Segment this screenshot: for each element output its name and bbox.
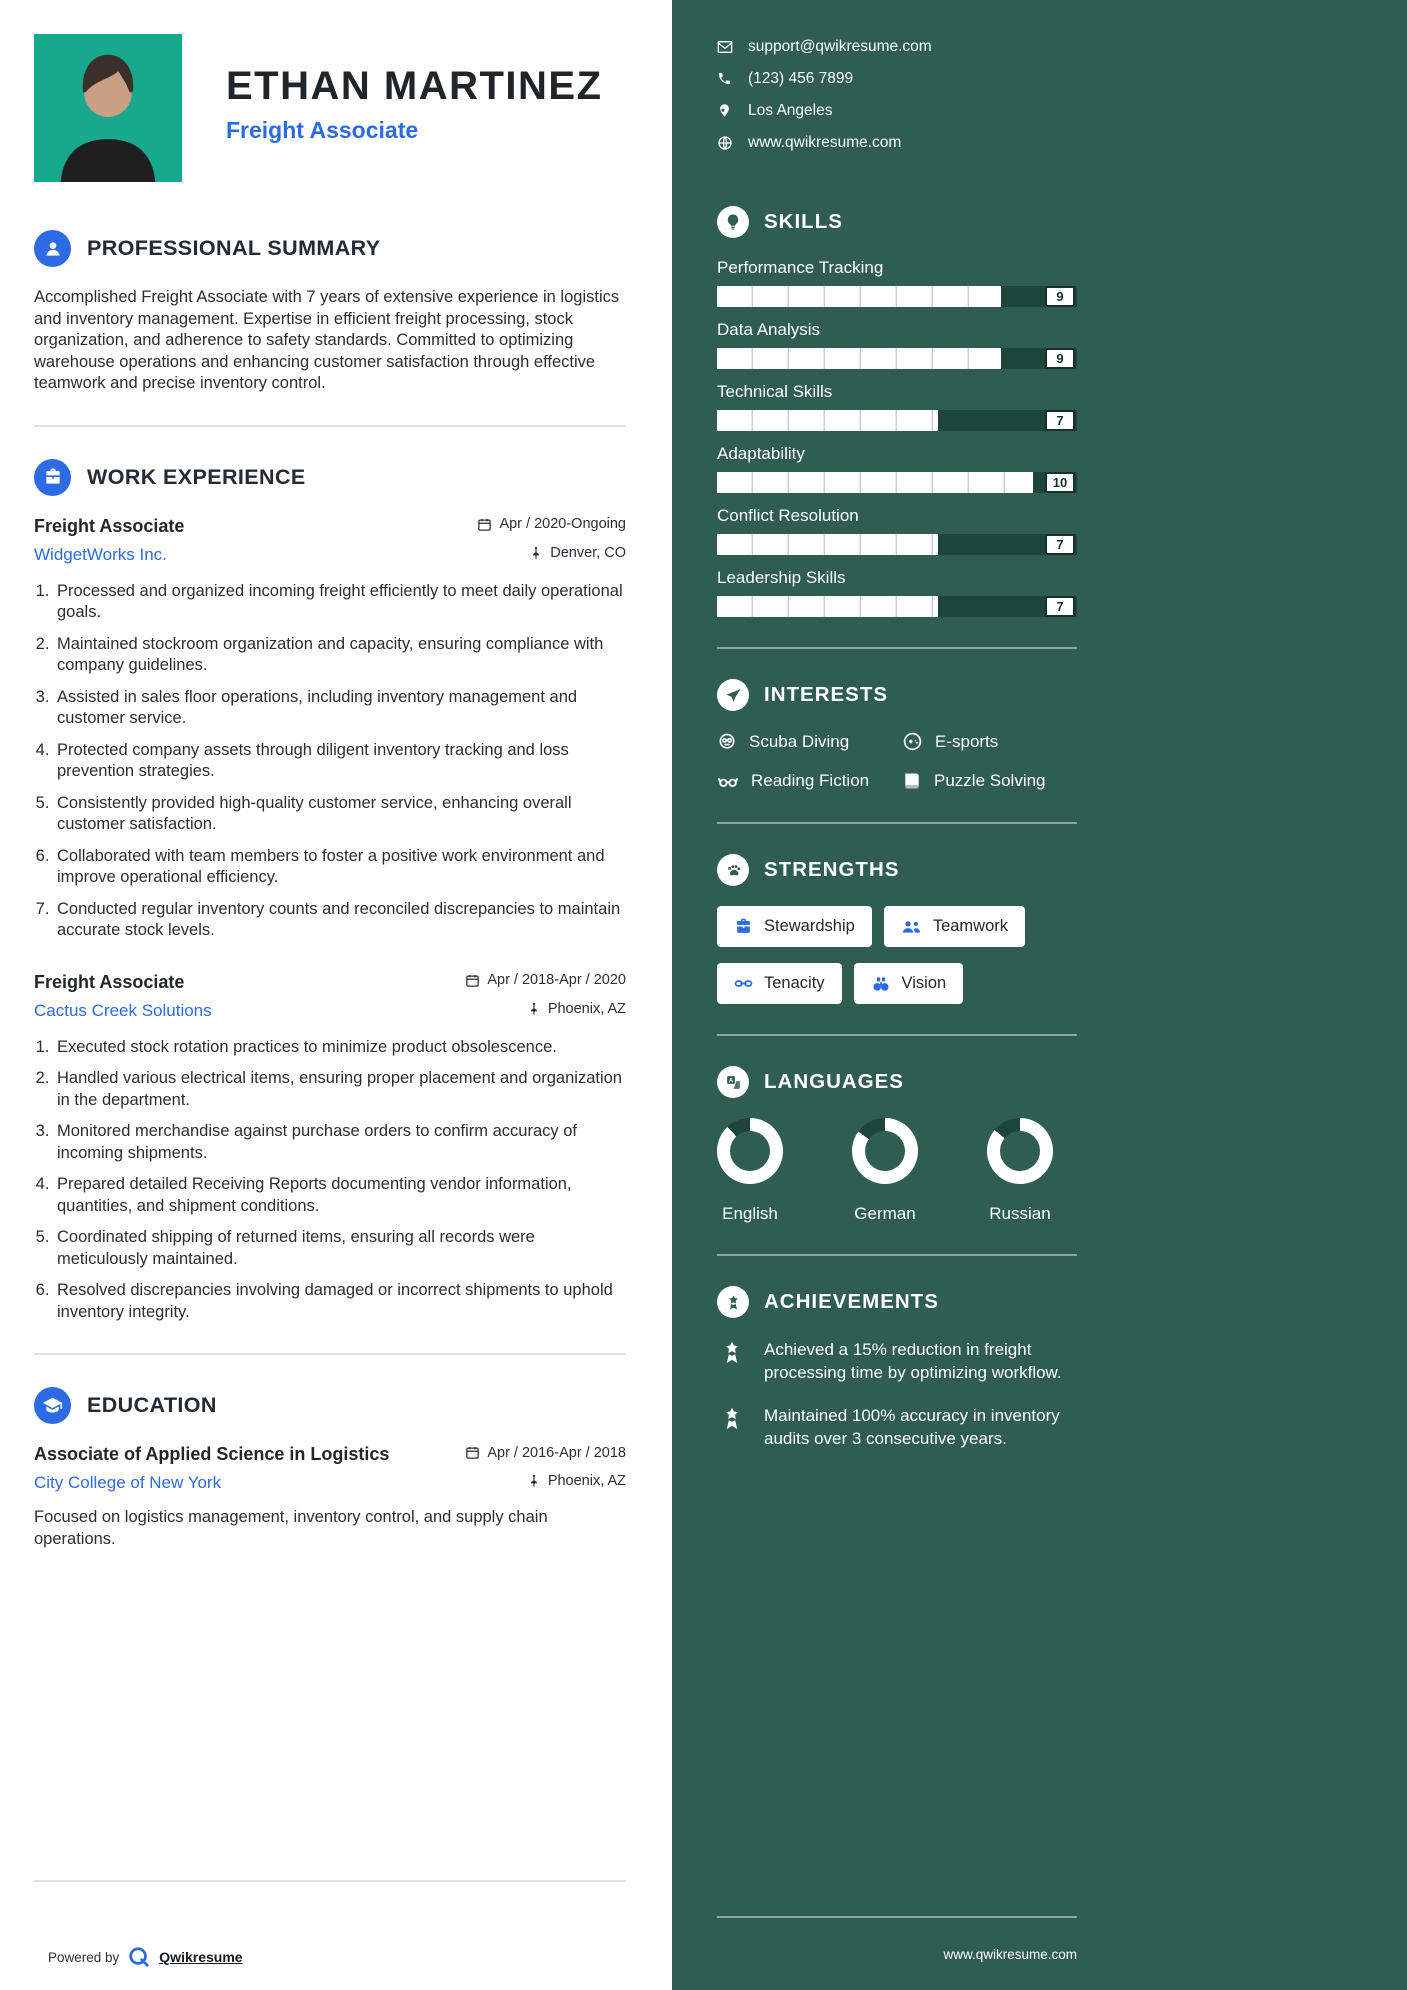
- job-dates-text: Apr / 2020-Ongoing: [499, 516, 626, 532]
- language-label: English: [722, 1204, 778, 1223]
- achievements-section-header: [717, 1286, 1077, 1318]
- sidebar: [672, 0, 1407, 1990]
- strengths-section-header: [717, 854, 1077, 886]
- footer-divider: [34, 1880, 626, 1882]
- bullet-item: 5. Coordinated shipping of returned items, ensuring all records were meticulously maintained.: [54, 1227, 626, 1270]
- contact-website-text: www.qwikresume.com: [748, 134, 902, 151]
- interests-heading: INTERESTS: [764, 683, 889, 706]
- skill-item: [717, 382, 1077, 431]
- bullet-item: 6. Collaborated with team members to foster a positive work environment and improve operational efficiency.: [54, 846, 626, 889]
- degree-title: Associate of Applied Science in Logistics: [34, 1444, 390, 1464]
- briefcase-icon: [734, 917, 753, 936]
- location-pin-icon: [717, 103, 733, 119]
- diving-mask-icon: [717, 732, 737, 752]
- strength-chip: [717, 963, 842, 1004]
- bullet-item: 3. Assisted in sales floor operations, including inventory management and customer service.: [54, 687, 626, 730]
- job-location-text: Phoenix, AZ: [547, 1000, 626, 1017]
- game-controller-icon: [902, 731, 923, 752]
- bullet-item: 3. Monitored merchandise against purchase orders to confirm accuracy of incoming shipments.: [54, 1121, 626, 1164]
- skill-score-badge: 7: [1045, 534, 1075, 555]
- paw-icon: [717, 854, 749, 886]
- summary-heading: PROFESSIONAL SUMMARY: [87, 236, 381, 260]
- job-location-text: Denver, CO: [550, 544, 626, 561]
- language-item: [717, 1118, 783, 1224]
- contact-email-text: support@qwikresume.com: [748, 38, 932, 55]
- achievements-heading: ACHIEVEMENTS: [764, 1290, 939, 1313]
- education-entry: [34, 1444, 626, 1550]
- contact-phone: [717, 70, 1077, 88]
- job-location: [527, 1001, 626, 1017]
- skills-section-header: [717, 206, 1077, 238]
- job-dates: [465, 972, 626, 988]
- powered-by-label: Powered by: [48, 1949, 120, 1965]
- company-link[interactable]: WidgetWorks Inc.: [34, 544, 167, 564]
- sidebar-divider: [717, 822, 1077, 824]
- skill-name: Data Analysis: [717, 320, 820, 339]
- school-link[interactable]: City College of New York: [34, 1473, 222, 1492]
- calendar-icon: [477, 517, 492, 532]
- skill-bar-fill: [717, 534, 938, 555]
- bullet-item: 5. Consistently provided high-quality customer service, enhancing overall customer satisfaction.: [54, 793, 626, 836]
- skill-score-badge: 9: [1045, 348, 1075, 369]
- education-description: Focused on logistics management, inventory control, and supply chain operations.: [34, 1508, 548, 1548]
- job-dates-text: Apr / 2018-Apr / 2020: [487, 972, 626, 988]
- bullet-item: 4. Prepared detailed Receiving Reports documenting vendor information, quantities, and shipment conditions.: [54, 1174, 626, 1217]
- bullet-item: 2. Handled various electrical items, ensuring proper placement and organization in the department.: [54, 1068, 626, 1111]
- skill-bar: [717, 534, 1077, 555]
- skill-bar-fill: [717, 286, 1001, 307]
- candidate-name: ETHAN MARTINEZ: [226, 64, 603, 108]
- person-icon: [34, 230, 71, 267]
- languages-heading: LANGUAGES: [764, 1070, 904, 1093]
- skill-bar-fill: [717, 472, 1033, 493]
- bullet-item: 1. Processed and organized incoming freight efficiently to meet daily operational goals.: [54, 581, 626, 624]
- skill-name: Technical Skills: [717, 382, 833, 401]
- language-label: Russian: [989, 1204, 1051, 1223]
- skill-item: [717, 320, 1077, 369]
- skill-name: Leadership Skills: [717, 568, 846, 587]
- interest-label: E-sports: [935, 731, 999, 751]
- achievement-text: Achieved a 15% reduction in freight processing time by optimizing workflow.: [764, 1340, 1062, 1382]
- skill-name: Adaptability: [717, 444, 805, 463]
- book-icon: [902, 771, 922, 791]
- profile-photo: [34, 34, 182, 182]
- contact-block: [717, 38, 1077, 152]
- experience-section-header: [34, 459, 626, 496]
- skill-score-badge: 9: [1045, 286, 1075, 307]
- company-link[interactable]: Cactus Creek Solutions: [34, 1000, 212, 1020]
- education-location: [527, 1473, 626, 1489]
- skill-item: [717, 568, 1077, 617]
- sidebar-divider: [717, 1034, 1077, 1036]
- skill-score-badge: 7: [1045, 410, 1075, 431]
- binoculars-icon: [871, 974, 891, 994]
- skill-name: Performance Tracking: [717, 258, 884, 277]
- skill-bar: [717, 348, 1077, 369]
- skill-bar: [717, 596, 1077, 617]
- candidate-title: Freight Associate: [226, 117, 419, 143]
- strength-label: Tenacity: [764, 974, 825, 992]
- education-section-header: [34, 1387, 626, 1424]
- job-title: Freight Associate: [34, 515, 185, 536]
- languages-list: [717, 1118, 1053, 1224]
- language-label: German: [854, 1204, 916, 1223]
- translate-glyph: [725, 1074, 742, 1091]
- job-location: [529, 545, 626, 561]
- bullet-item: 1. Executed stock rotation practices to minimize product obsolescence.: [54, 1037, 626, 1059]
- location-pin-icon: [527, 1002, 541, 1016]
- sidebar-divider: [717, 647, 1077, 649]
- strengths-heading: STRENGTHS: [764, 858, 900, 881]
- skill-bar: [717, 410, 1077, 431]
- medal-icon: [717, 1286, 749, 1318]
- interest-label: Scuba Diving: [749, 731, 850, 751]
- language-item: [852, 1118, 918, 1224]
- contact-website[interactable]: [717, 134, 1077, 152]
- language-donut-chart: [852, 1118, 918, 1184]
- phone-icon: [717, 71, 733, 87]
- education-heading: EDUCATION: [87, 1393, 217, 1417]
- strength-label: Vision: [901, 974, 947, 992]
- footer-website-link[interactable]: www.qwikresume.com: [943, 1947, 1077, 1962]
- language-item: [987, 1118, 1053, 1224]
- bullet-item: 6. Resolved discrepancies involving damaged or incorrect shipments to uphold inventory integrity.: [54, 1280, 626, 1323]
- powered-by: [48, 1946, 243, 1968]
- achievement-text: Maintained 100% accuracy in inventory audits over 3 consecutive years.: [764, 1406, 1060, 1448]
- skill-item: [717, 258, 1077, 307]
- skill-item: [717, 506, 1077, 555]
- paper-plane-icon: [717, 679, 749, 711]
- location-pin-icon: [527, 1474, 541, 1488]
- strength-label: Stewardship: [764, 917, 855, 935]
- strengths-list: [717, 906, 1077, 1004]
- skill-bar: [717, 286, 1077, 307]
- job-entry: [34, 516, 626, 942]
- identity-header: [34, 34, 626, 182]
- achievement-item: [717, 1338, 1077, 1384]
- skill-bar-fill: [717, 410, 938, 431]
- people-icon: [901, 916, 922, 937]
- avatar: [34, 34, 182, 182]
- email-icon: [717, 39, 733, 55]
- skills-heading: SKILLS: [764, 210, 843, 233]
- language-donut-chart: [717, 1118, 783, 1184]
- interest-item: [717, 770, 902, 792]
- contact-location: [717, 102, 1077, 120]
- name-block: [226, 34, 603, 182]
- glasses-icon: [717, 770, 739, 792]
- section-divider: [34, 425, 626, 427]
- briefcase-icon: [34, 459, 71, 496]
- skill-bar-fill: [717, 348, 1001, 369]
- section-divider: [34, 1353, 626, 1355]
- strength-chip: [717, 906, 872, 947]
- interest-item: [902, 770, 1077, 792]
- skill-item: [717, 444, 1077, 493]
- bullet-item: 7. Conducted regular inventory counts and reconciled discrepancies to maintain accurate stock levels.: [54, 899, 626, 942]
- sidebar-divider: [717, 1254, 1077, 1256]
- achievement-item: [717, 1404, 1077, 1450]
- skill-score-badge: 7: [1045, 596, 1075, 617]
- translate-icon: [717, 1066, 749, 1098]
- interest-label: Reading Fiction: [751, 771, 870, 790]
- strength-chip: [854, 963, 964, 1004]
- education-dates-text: Apr / 2016-Apr / 2018: [487, 1444, 626, 1461]
- education-dates: [465, 1445, 626, 1461]
- interest-item: [717, 731, 902, 752]
- qwikresume-logo-icon: [128, 1946, 150, 1968]
- language-donut-chart: [987, 1118, 1053, 1184]
- skill-bar: [717, 472, 1077, 493]
- strength-chip: [884, 906, 1025, 947]
- interests-section-header: [717, 679, 1077, 711]
- job-title: Freight Associate: [34, 971, 185, 992]
- summary-text: Accomplished Freight Associate with 7 years of extensive experience in logistics and inventory management. Expertise in efficient freight processing, stock organization, and adherence to safety standards. Committed to optimizing warehouse operations and enhancing customer satisfaction through effective teamwork and precise inventory control.: [34, 288, 620, 392]
- qwikresume-link[interactable]: Qwikresume: [159, 1949, 243, 1965]
- job-dates: [477, 516, 626, 532]
- lightbulb-icon: [717, 206, 749, 238]
- globe-icon: [717, 135, 733, 151]
- skill-name: Conflict Resolution: [717, 506, 859, 525]
- skill-score-badge: 10: [1045, 472, 1075, 493]
- rope-icon: [734, 974, 753, 993]
- interests-grid: [717, 731, 1077, 792]
- contact-location-text: Los Angeles: [748, 102, 833, 119]
- education-location-text: Phoenix, AZ: [547, 1473, 626, 1489]
- job-bullets: [34, 1037, 626, 1324]
- strength-label: Teamwork: [932, 917, 1008, 935]
- interest-item: [902, 731, 1077, 752]
- languages-section-header: [717, 1066, 1077, 1098]
- calendar-icon: [465, 1445, 480, 1460]
- experience-heading: WORK EXPERIENCE: [87, 464, 306, 489]
- calendar-icon: [465, 973, 480, 988]
- main-column: [0, 0, 672, 1990]
- svg-text:A: A: [728, 1077, 733, 1084]
- sidebar-footer-divider: [717, 1916, 1077, 1918]
- contact-email[interactable]: [717, 38, 1077, 56]
- contact-phone-text: (123) 456 7899: [748, 70, 854, 87]
- bullet-item: 2. Maintained stockroom organization and capacity, ensuring compliance with company guidelines.: [54, 634, 626, 677]
- graduation-cap-icon: [34, 1387, 71, 1424]
- interest-label: Puzzle Solving: [934, 771, 1046, 790]
- skill-bar-fill: [717, 596, 938, 617]
- trophy-icon: [717, 1338, 749, 1370]
- job-bullets: [34, 581, 626, 942]
- summary-section-header: [34, 230, 626, 267]
- trophy-icon: [717, 1404, 749, 1436]
- job-entry: [34, 972, 626, 1324]
- location-pin-icon: [529, 546, 543, 560]
- bullet-item: 4. Protected company assets through diligent inventory tracking and loss prevention strategies.: [54, 740, 626, 783]
